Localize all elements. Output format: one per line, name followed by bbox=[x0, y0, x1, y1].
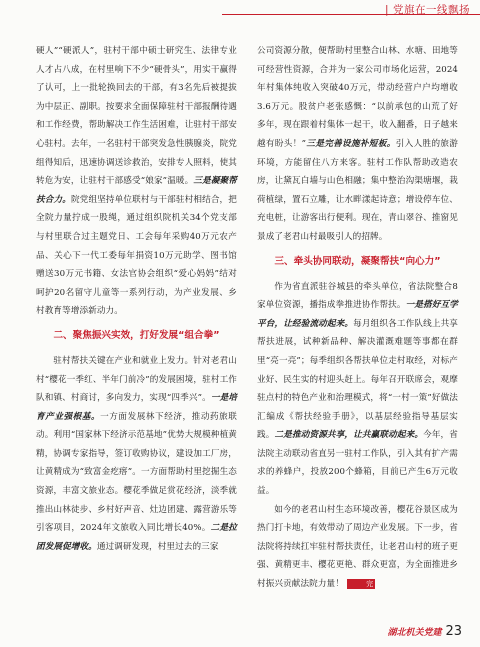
page-footer bbox=[387, 620, 462, 639]
column-header bbox=[385, 2, 470, 17]
paragraph: 作为省直派驻谷城县的牵头单位，省法院整合8家单位资源，播指成拳推进协作帮扶。一是搭好互学平台，让经验流动起来。每月组织各工作队线上共享帮扶进展，试种新品种、解决灌溉难题等事都在群里“亮一亮”；每季组织各帮扶单位走村取经，对标产业好、民生实的村迎头赶上。每年召开联席会，观摩驻点村的特色产业和治理模式，将“一村一策”好做法汇编成《帮扶经验手册》，以基层经验指导基层实践。二是推动资源共享，让共赢联动起来。今年，省法院主动联动省直另一驻村工作队，引入其有扩产需求的养蜂户，投放200个蜂箱，目前已产生6万元收益。 bbox=[257, 281, 458, 497]
header-separator: | bbox=[384, 4, 389, 16]
paragraph: 公司资源分散，便帮助村里整合山林、水塘、田地等可经营性资源，合并为一家公司市场化运营，2024年村集体纯收入突破40万元，带动经营户户均增收3.6万元。股贫户老张感慨：“以前承包的山荒了好多年，现在跟着村集体一起干，收入翻番，日子越来越有盼头！”三是完善设施补短板。引入人胜的旅游环境，方能留住八方来客。驻村工作队帮助改造农房，让黛瓦白墙与山色相融；集中整治沟渠塘堰，栽荷植绿，置石立雕，让水畔漾起诗意；增设停车位、充电桩，让游客出行便利。现在，青山翠谷、推窗见景成了老君山村最吸引人的招牌。 bbox=[257, 46, 458, 242]
column-name: 党旗在一线飘扬 bbox=[393, 4, 470, 16]
paragraph: 驻村帮扶关键在产业和就业上发力。针对老君山村“樱花一季红、半年门前冷”的发展困境，驻村工作队和镇、村商讨，多向发力，实现“四季兴”。一是培育产业强根基。一方面发展林下经济，推动药旅联动。利用“国家林下经济示范基地”优势大规模种植黄精，协调专家指导，签订收购协议，建设加工厂房，让黄精成为“致富金疙瘩”。一方面帮助村里挖掘生态资源，丰富文旅业态。樱花季做足赏花经济，淡季就推出山林徒步、乡村好声音、灶边团建、露营游乐等引客项目，2024年文旅收入同比增长40%。二是拉团发展促增收。通过调研发现，村里过去的三家 bbox=[36, 355, 237, 552]
emphasis-text: 二是拉团发展促增收。 bbox=[36, 523, 237, 552]
right-column bbox=[257, 42, 458, 594]
emphasis-text: 二是推动资源共享，让共赢联动起来。 bbox=[274, 430, 424, 441]
paragraph: 如今的老君山村生态环境改善，樱花谷景区成为热门打卡地，有效带动了周边产业发展。下一步，省法院将持续扛牢驻村帮扶责任，让老君山村的班子更强、黄精更丰、樱花更艳、群众更富，为全面推进乡村振兴贡献法院力量！ 完 bbox=[257, 504, 458, 590]
end-mark: 完 bbox=[347, 579, 375, 589]
left-column bbox=[36, 42, 237, 556]
emphasis-text: 三是完善设施补短板。 bbox=[306, 138, 396, 149]
section-heading-2: 二、聚焦振兴实效，打好发展“组合拳” bbox=[53, 329, 220, 341]
emphasis-text: 一是培育产业强根基。 bbox=[36, 393, 237, 422]
emphasis-text: 一是搭好互学平台，让经验流动起来。 bbox=[257, 300, 458, 329]
page-number: 23 bbox=[445, 624, 462, 639]
paragraph: 硬人”“硬派人”，驻村干部中硕士研究生、法律专业人才占八成，在村里响下不少“硬骨头”，用实干赢得了认可，上一批轮换回去的干部，有3名先后被提拔为中层正、副职。按要求全面保障驻村干部报酬待遇和工作经费，帮助解决工作生活困难，让驻村干部安心驻村。去年，一名驻村干部突发急性胰腺炎，院党组得知后，迅速协调送诊救治，安排专人照料，使其转危为安，让驻村干部感受“娘家”温暖。三是凝聚帮扶合力。院党组坚持单位联村与干部驻村相结合，把全院力量拧成一股绳，通过组织院机关34个党支部与村里联合过主题党日、工会每年采购40万元农产品、关心下一代工委每年捐资10万元助学、图书馆赠送30万元书籍、女法官协会组织“爱心妈妈”结对呵护20名留守儿童等一系列行动，为产业发展、乡村教育等增添新动力。 bbox=[36, 46, 237, 317]
emphasis-text: 三是凝聚帮扶合力。 bbox=[36, 176, 237, 205]
publication-name: 湖北机关党建 bbox=[387, 628, 442, 638]
section-heading-3: 三、牵头协同联动，凝聚帮扶“向心力” bbox=[274, 255, 441, 267]
